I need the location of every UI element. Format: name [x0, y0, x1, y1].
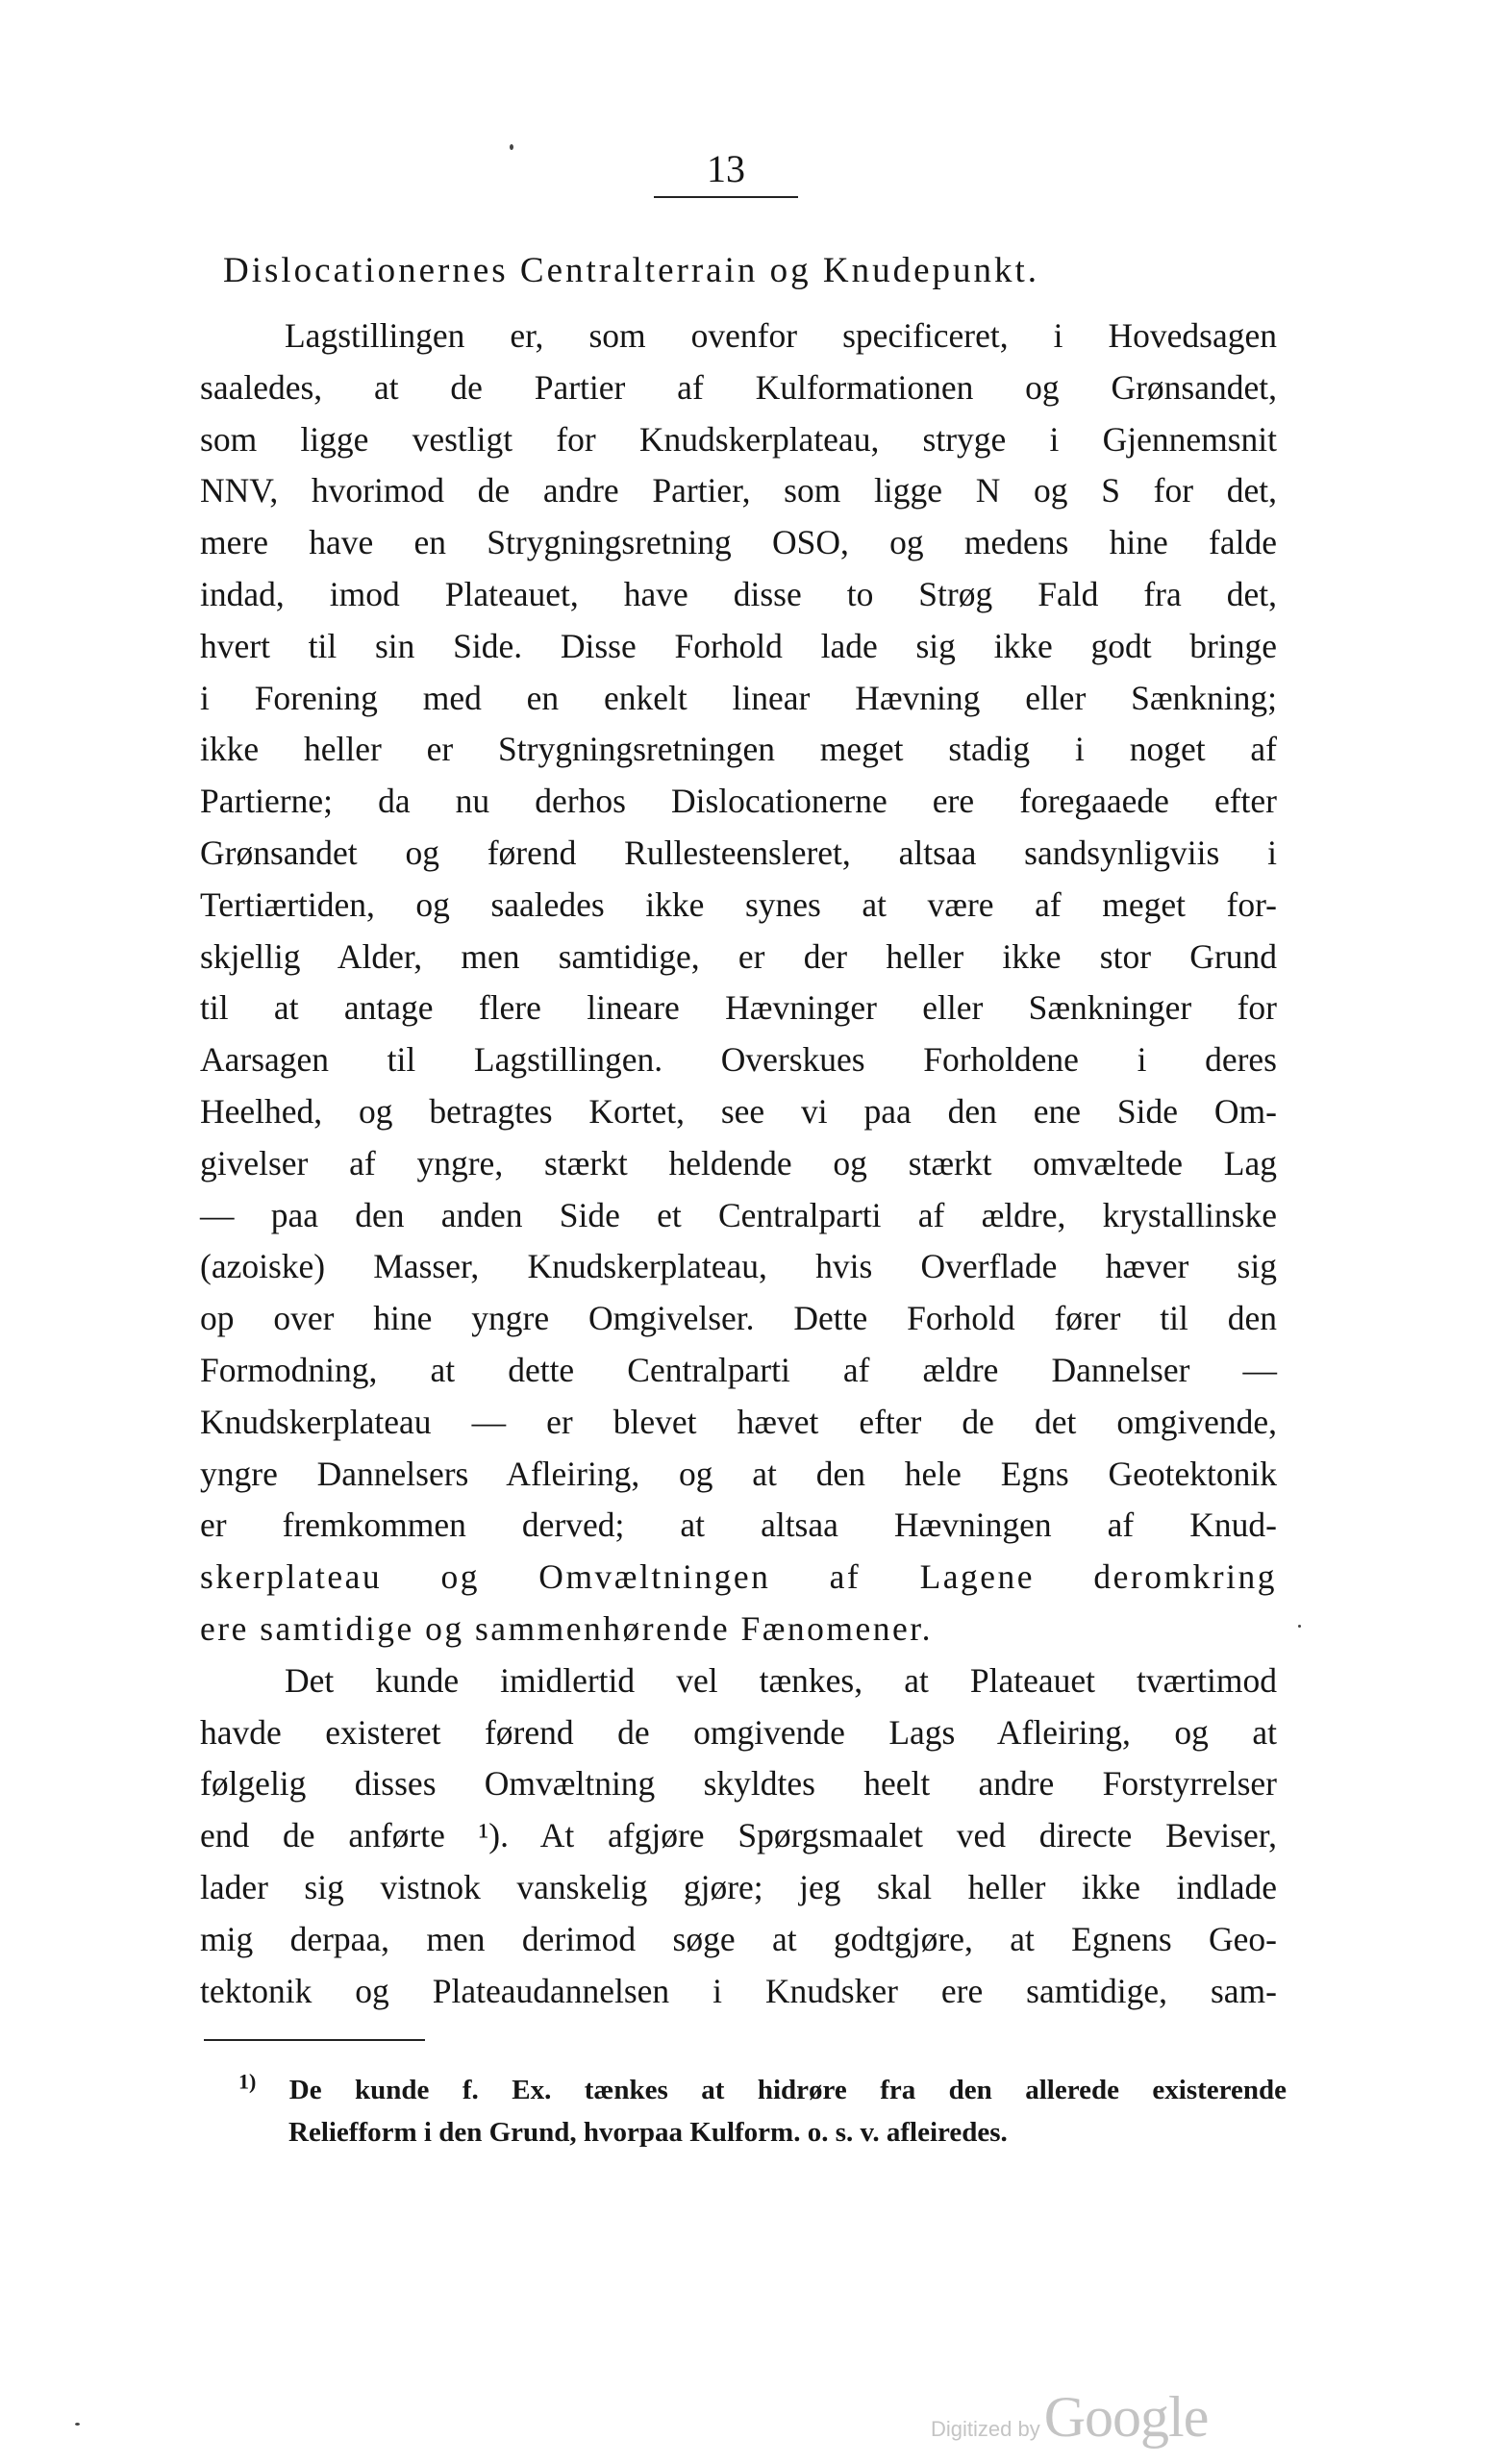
text-line: skjellig Alder, men samtidige, er der heller ikke stor Grund: [200, 936, 1277, 976]
footnote: [238, 2069, 1287, 2153]
text-line: til at antage flere lineare Hævninger eller Sænkninger for: [200, 988, 1277, 1028]
body-text: [200, 311, 1277, 2017]
watermark-prefix: Digitized by: [931, 2417, 1040, 2441]
text-line: følgelig disses Omvæltning skyldtes heelt andre Forstyrrelser: [200, 1764, 1277, 1804]
text-line: — paa den anden Side et Centralparti af ældre, krystallinske: [200, 1195, 1277, 1234]
text-line: saaledes, at de Partier af Kulformationen og Grønsandet,: [200, 367, 1277, 407]
text-line: Grønsandet og førend Rullesteensleret, altsaa sandsynligviis i: [200, 833, 1277, 872]
footnote-marker: 1): [238, 2069, 257, 2094]
text-line: Knudskerplateau — er blevet hævet efter de det omgivende,: [200, 1402, 1277, 1441]
text-line: Tertiærtiden, og saaledes ikke synes at være af meget for-: [200, 884, 1277, 924]
text-line: Aarsagen til Lagstillingen. Overskues Forholdene i deres: [200, 1040, 1277, 1080]
text-line: Heelhed, og betragtes Kortet, see vi paa den ene Side Om-: [200, 1091, 1277, 1131]
text-line: skerplateau og Omvæltningen af Lagene deromkring: [200, 1557, 1277, 1597]
text-line: hvert til sin Side. Disse Forhold lade sig ikke godt bringe: [200, 626, 1277, 665]
text-line: Formodning, at dette Centralparti af ældre Dannelser —: [200, 1350, 1277, 1389]
footnote-line: Reliefform i den Grund, hvorpaa Kulform. o. s. v. afleiredes.: [288, 2117, 1008, 2148]
paper-speck: [1298, 1625, 1301, 1628]
page-number-rule: [654, 196, 798, 198]
paper-speck: [75, 2423, 80, 2426]
text-line: Partierne; da nu derhos Dislocationerne ere foregaaede efter: [200, 782, 1277, 821]
text-line: er fremkommen derved; at altsaa Hævningen af Knud-: [200, 1506, 1277, 1545]
text-line: givelser af yngre, stærkt heldende og stærkt omvæltede Lag: [200, 1143, 1277, 1182]
footnote-line: [238, 2069, 1287, 2111]
page-number: 13: [707, 147, 745, 190]
text-line: NNV, hvorimod de andre Partier, som ligge N og S for det,: [200, 471, 1277, 510]
digitized-watermark: [931, 2384, 1208, 2451]
text-line: yngre Dannelsers Afleiring, og at den hele Egns Geotektonik: [200, 1454, 1277, 1493]
text-line: Lagstillingen er, som ovenfor specificeret, i Hovedsagen: [285, 316, 1277, 355]
text-line: Det kunde imidlertid vel tænkes, at Plateauet tværtimod: [285, 1660, 1277, 1700]
paper-speck: [510, 144, 513, 150]
text-line: op over hine yngre Omgivelser. Dette Forhold fører til den: [200, 1299, 1277, 1338]
text-line: indad, imod Plateauet, have disse to Strøg Fald fra det,: [200, 574, 1277, 613]
text-line: mig derpaa, men derimod søge at godtgjøre, at Egnens Geo-: [200, 1919, 1277, 1958]
footnote-rule: [204, 2039, 425, 2041]
footnote-text: De kunde f. Ex. tænkes at hidrøre fra den allerede existerende: [288, 2075, 1287, 2105]
text-line: i Forening med en enkelt linear Hævning eller Sænkning;: [200, 678, 1277, 717]
text-line: ikke heller er Strygningsretningen meget stadig i noget af: [200, 730, 1277, 769]
text-line: tektonik og Plateaudannelsen i Knudsker ere samtidige, sam-: [200, 1971, 1277, 2010]
text-line: ere samtidige og sammenhørende Fænomener.: [200, 1608, 934, 1648]
text-line: havde existeret førend de omgivende Lags Afleiring, og at: [200, 1712, 1277, 1752]
text-line: mere have en Strygningsretning OSO, og medens hine falde: [200, 523, 1277, 562]
text-line: (azoiske) Masser, Knudskerplateau, hvis Overflade hæver sig: [200, 1247, 1277, 1286]
text-line: som ligge vestligt for Knudskerplateau, stryge i Gjennemsnit: [200, 419, 1277, 459]
text-line: lader sig vistnok vanskelig gjøre; jeg skal heller ikke indlade: [200, 1867, 1277, 1906]
section-heading: Dislocationernes Centralterrain og Knudepunkt.: [223, 251, 1040, 290]
text-line: end de anførte ¹). At afgjøre Spørgsmaalet ved directe Beviser,: [200, 1816, 1277, 1855]
watermark-logo: Google: [1043, 2385, 1209, 2449]
